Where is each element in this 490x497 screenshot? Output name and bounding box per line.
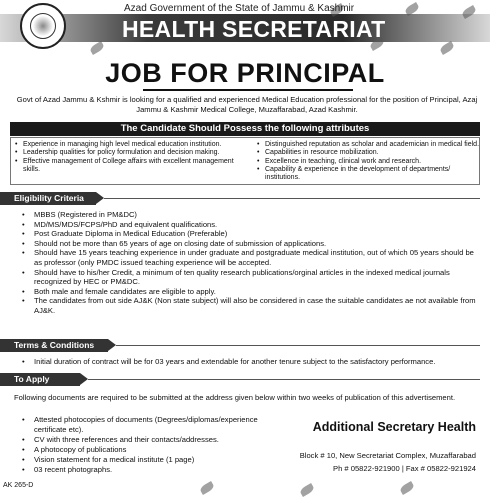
list-item: • Effective management of College affairs with excellent management skills. <box>15 158 247 175</box>
list-item: • Leadership qualities for policy formulation and decision making. <box>15 149 247 157</box>
apply-intro: Following documents are required to be submitted at the address given below within two weeks of publication of this advertisement. <box>14 393 456 402</box>
header <box>0 0 490 54</box>
divider <box>116 345 480 346</box>
department-title: HEALTH SECRETARIAT <box>122 16 386 42</box>
divider <box>104 198 480 199</box>
list-item: • Both male and female candidates are eligible to apply. <box>22 287 482 297</box>
apply-heading: To Apply <box>0 373 80 386</box>
divider <box>88 379 480 380</box>
leaf-ornament-icon <box>199 481 215 495</box>
list-item: • The candidates from out side AJ&K (Non state subject) will also be considered in case the suitable candidates ae not available from AJ&K. <box>22 296 482 315</box>
list-item: • Vision statement for a medical institute (1 page) <box>22 455 282 465</box>
eligibility-heading: Eligibility Criteria <box>0 192 96 205</box>
list-item: • Capabilities in resource mobilization. <box>257 149 479 157</box>
attributes-right-list <box>257 141 479 182</box>
list-item: • MD/MS/MDS/FCPS/PhD and equivalent qualifications. <box>22 220 482 230</box>
eligibility-list <box>22 210 482 316</box>
intro-paragraph: Govt of Azad Jammu & Kshmir is looking for a qualified and experienced Medical Education professional for the position of Principal, Azaj Jammu & Kashmir Medical College, Muzaffarabad, Azad Kashmir. <box>16 95 478 114</box>
list-item: • Attested photocopies of documents (Degrees/diplomas/experience certificate etc). <box>22 415 282 435</box>
address-title: Additional Secretary Health <box>312 420 476 434</box>
list-item: • 03 recent photographs. <box>22 465 282 475</box>
address-line: Block # 10, New Secretariat Complex, Muzaffarabad <box>299 451 476 460</box>
leaf-ornament-icon <box>299 483 315 497</box>
list-item: • MBBS (Registered in PM&DC) <box>22 210 482 220</box>
list-item: • Capability & experience in the development of departments/ institutions. <box>257 166 479 183</box>
contact-line: Ph # 05822-921900 | Fax # 05822-921924 <box>333 464 476 473</box>
government-line: Azad Government of the State of Jammu & Kashmir <box>124 3 355 14</box>
terms-heading: Terms & Conditions <box>0 339 108 352</box>
attributes-left-list <box>15 141 247 174</box>
list-item: • Excellence in teaching, clinical work and research. <box>257 158 479 166</box>
terms-item: • Initial duration of contract will be for 03 years and extendable for another tenure subject to the satisfactory performance. <box>22 357 482 367</box>
list-item: • Should not be more than 65 years of age on closing date of submission of applications. <box>22 239 482 249</box>
leaf-ornament-icon <box>399 481 415 495</box>
list-item: • CV with three references and their contacts/addresses. <box>22 435 282 445</box>
state-emblem-icon <box>20 3 66 49</box>
list-item: • Post Graduate Diploma in Medical Education (Preferable) <box>22 229 482 239</box>
list-item: • Should have to his/her Credit, a minimum of ten quality research publications/orginal articles in the indexed medical journals recognized by HEC or PM&DC. <box>22 268 482 287</box>
attributes-heading: The Candidate Should Possess the following attributes <box>10 122 480 136</box>
list-item: • Should have 15 years teaching experience in under graduate and postgraduate medical institution, out of which 05 years should be as professor (only PMDC issued teaching experience will be accepted. <box>22 248 482 267</box>
list-item: • Experience in managing high level medical education institution. <box>15 141 247 149</box>
list-item: • Distinguished reputation as scholar and academician in medical field. <box>257 141 479 149</box>
title-underline <box>143 89 353 91</box>
job-title: JOB FOR PRINCIPAL <box>105 58 385 88</box>
attributes-box <box>10 137 480 185</box>
ad-code: AK 265-D <box>3 482 34 489</box>
list-item: • A photocopy of publications <box>22 445 282 455</box>
